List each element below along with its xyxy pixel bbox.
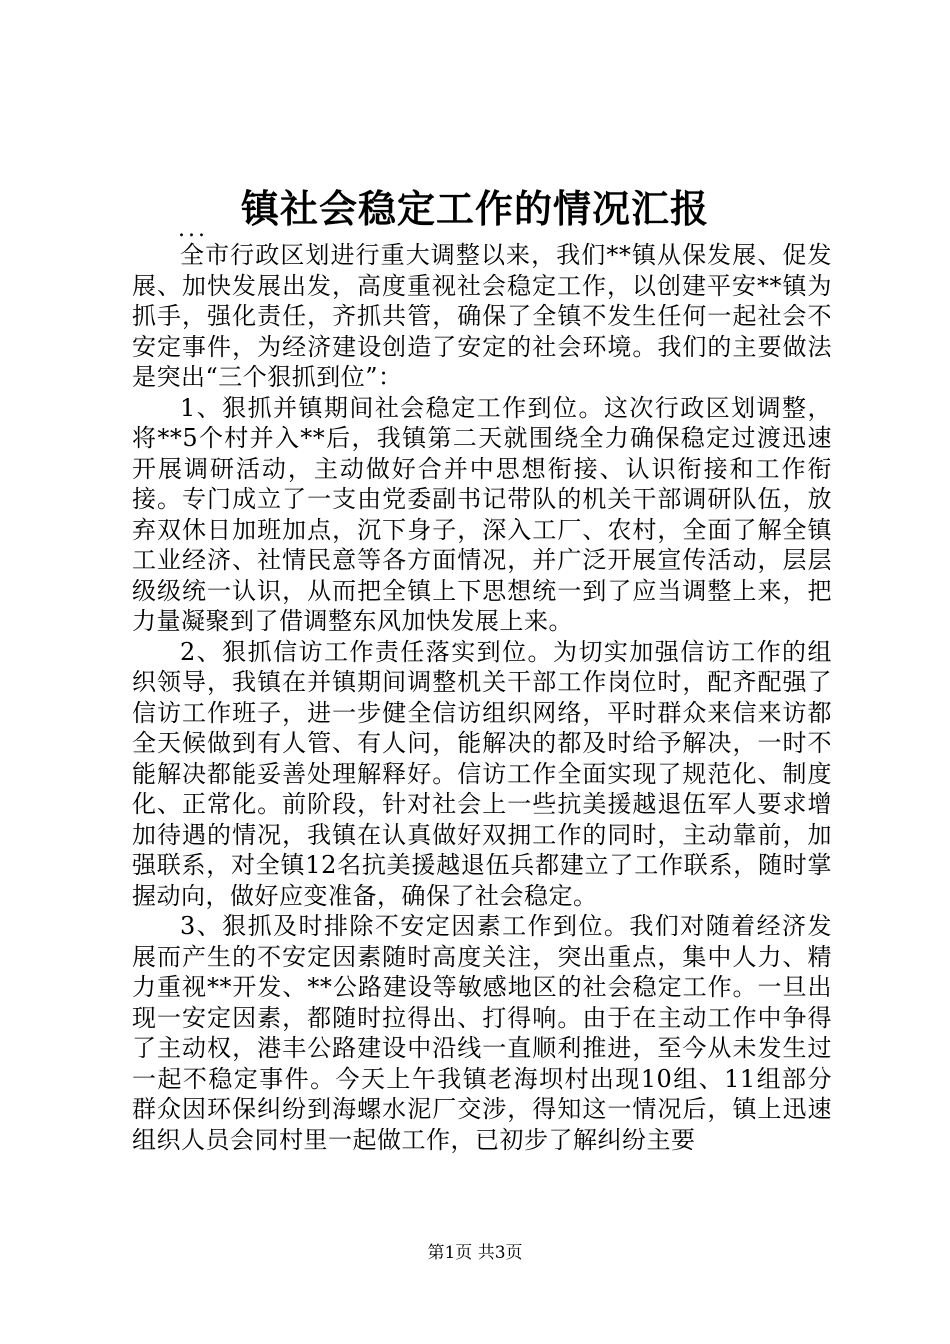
page-footer: 第1页 共3页 [427,1243,523,1263]
intro-paragraph: 全市行政区划进行重大调整以来，我们**镇从保发展、促发展、加快发展出发，高度重视社会稳定工作，以创建平安**镇为抓手，强化责任，齐抓共管，确保了全镇不发生任何一起社会不安定事件，为经济建设创造了安定的社会环境。我们的主要做法是突出“三个狠抓到位”： [132,241,832,391]
ellipsis-text: ... [178,217,208,242]
paragraph-1: 1、狠抓并镇期间社会稳定工作到位。这次行政区划调整，将**5个村并入**后，我镇第二天就围绕全力确保稳定过渡迅速开展调研活动，主动做好合并中思想衔接、认识衔接和工作衔接。专门成立了一支由党委副书记带队的机关干部调研队伍，放弃双休日加班加点，沉下身子，深入工厂、农村，全面了解全镇工业经济、社情民意等各方面情况，并广泛开展宣传活动，层层级级统一认识，从而把全镇上下思想统一到了应当调整上来，把力量凝聚到了借调整东风加快发展上来。 [132,393,832,635]
document-title: 镇社会稳定工作的情况汇报 [240,186,709,231]
document-body [132,240,832,1155]
paragraph-2: 2、狠抓信访工作责任落实到位。为切实加强信访工作的组织领导，我镇在并镇期间调整机关干部工作岗位时，配齐配强了信访工作班子，进一步健全信访组织网络，平时群众来信来访都全天候做到有人管、有人问，能解决的都及时给予解决，一时不能解决都能妥善处理解释好。信访工作全面实现了规范化、制度化、正常化。前阶段，针对社会上一些抗美援越退伍军人要求增加待遇的情况，我镇在认真做好双拥工作的同时，主动靠前，加强联系，对全镇12名抗美援越退伍兵都建立了工作联系，随时掌握动向，做好应变准备，确保了社会稳定。 [132,637,832,910]
paragraph-3: 3、狠抓及时排除不安定因素工作到位。我们对随着经济发展而产生的不安定因素随时高度关注，突出重点，集中人力、精力重视**开发、**公路建设等敏感地区的社会稳定工作。一旦出现一安定因素，都随时拉得出、打得响。由于在主动工作中争得了主动权，港丰公路建设中沿线一直顺利推进，至今从未发生过一起不稳定事件。今天上午我镇老海坝村出现10组、11组部分群众因环保纠纷到海螺水泥厂交涉，得知这一情况后，镇上迅速组织人员会同村里一起做工作，已初步了解纠纷主要 [132,912,832,1154]
